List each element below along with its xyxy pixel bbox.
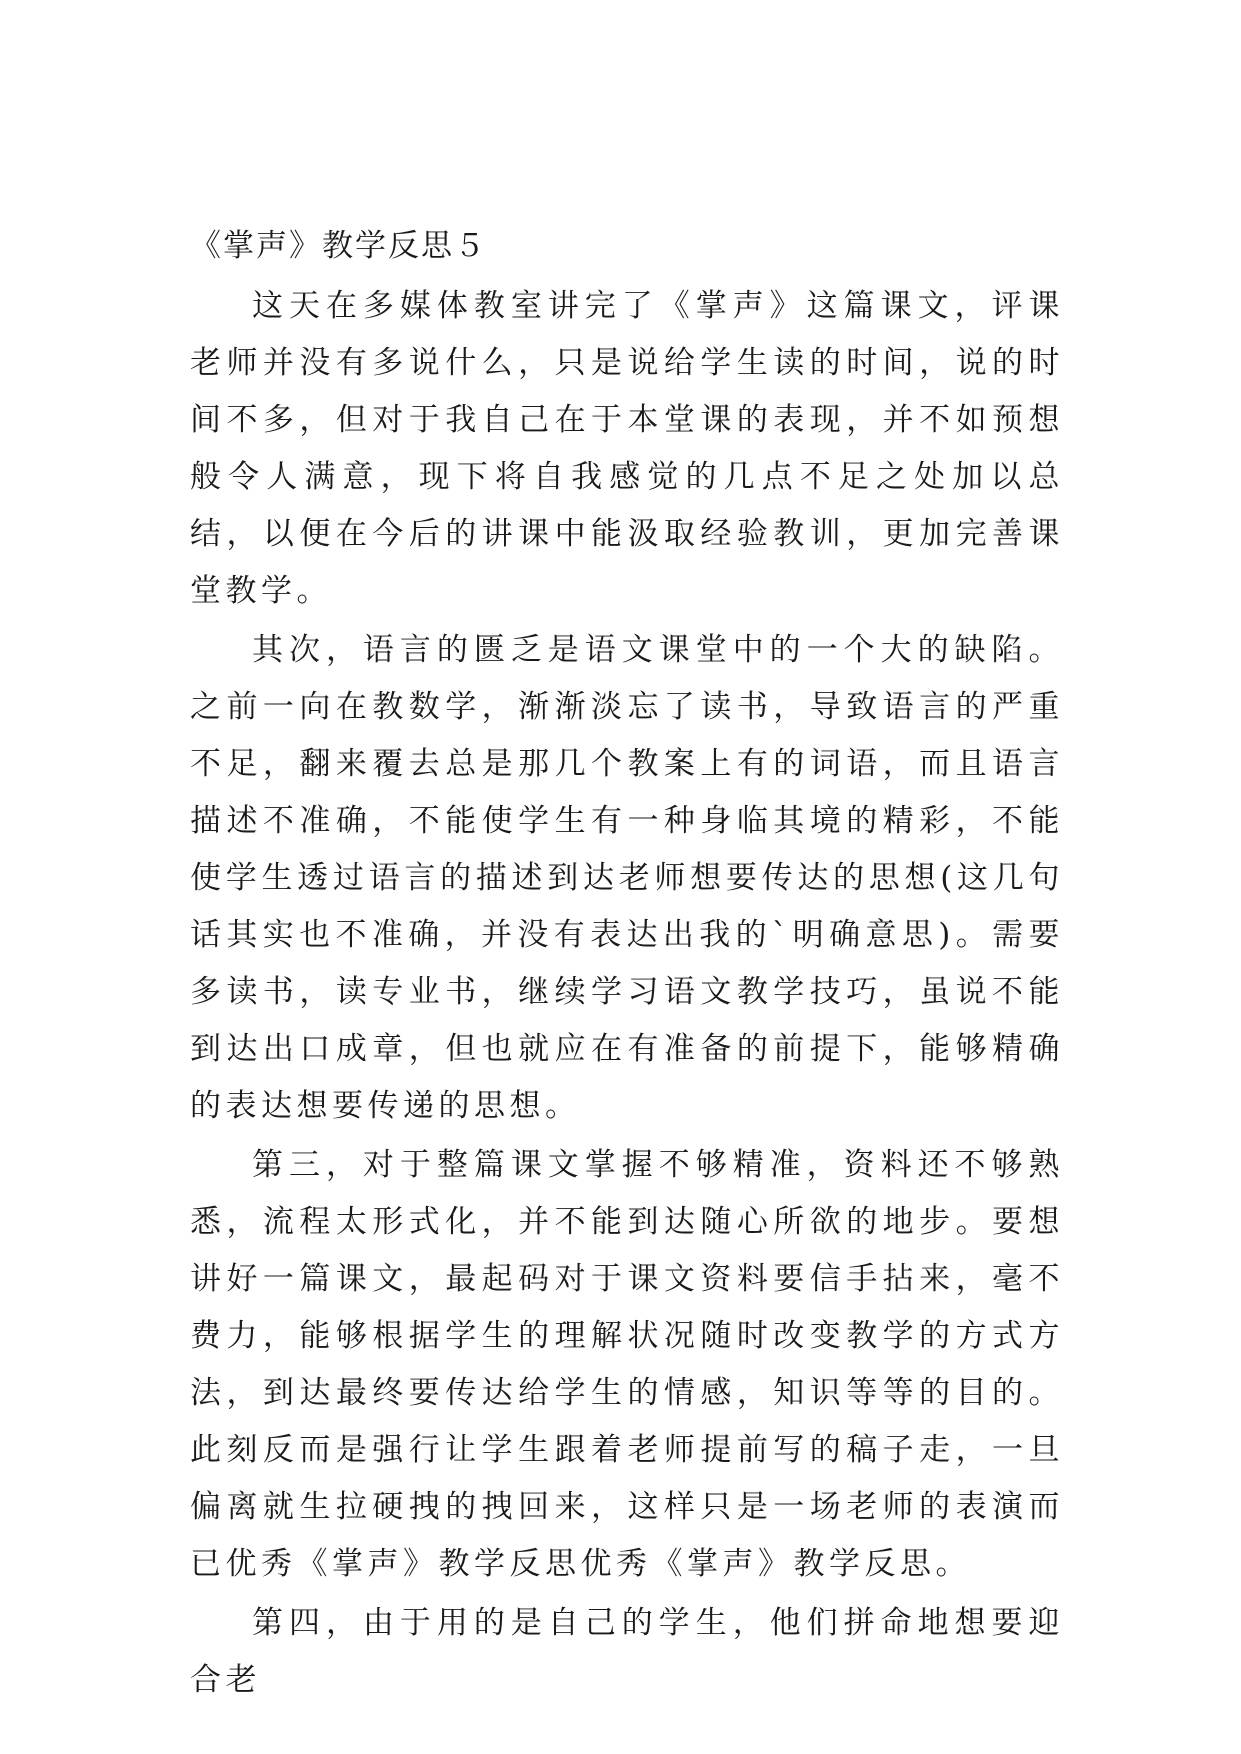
document-title: 《掌声》教学反思５ [190, 228, 487, 264]
paragraph-3: 第三，对于整篇课文掌握不够精准，资料还不够熟悉，流程太形式化，并不能到达随心所欲的地步。要想讲好一篇课文，最起码对于课文资料要信手拈来，毫不费力，能够根据学生的理解状况随时改变教学的方式方法，到达最终要传达给学生的情感，知识等等的目的。此刻反而是强行让学生跟着老师提前写的稿子走，一旦偏离就生拉硬拽的拽回来，这样只是一场老师的表演而已优秀《掌声》教学反思优秀《掌声》教学反思。 [190, 1147, 1064, 1582]
document-page [190, 218, 1064, 1709]
paragraph-4: 第四，由于用的是自己的学生，他们拼命地想要迎合老 [190, 1605, 1064, 1698]
paragraph-1: 这天在多媒体教室讲完了《掌声》这篇课文，评课老师并没有多说什么，只是说给学生读的时间，说的时间不多，但对于我自己在于本堂课的表现，并不如预想般令人满意，现下将自我感觉的几点不足之处加以总结，以便在今后的讲课中能汲取经验教训，更加完善课堂教学。 [190, 288, 1064, 609]
paragraph-2: 其次，语言的匮乏是语文课堂中的一个大的缺陷。之前一向在教数学，渐渐淡忘了读书，导致语言的严重不足，翻来覆去总是那几个教案上有的词语，而且语言描述不准确，不能使学生有一种身临其境的精彩，不能使学生透过语言的描述到达老师想要传达的思想(这几句话其实也不准确，并没有表达出我的`明确意思)。需要多读书，读专业书，继续学习语文教学技巧，虽说不能到达出口成章，但也就应在有准备的前提下，能够精确的表达想要传递的思想。 [190, 632, 1064, 1124]
